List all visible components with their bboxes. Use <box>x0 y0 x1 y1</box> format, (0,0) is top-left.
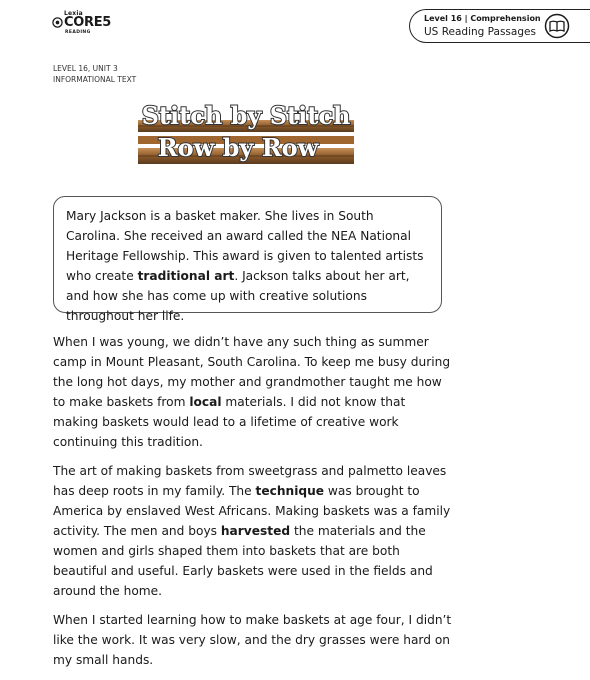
p2-text-3: the materials and the women and girls shaped them into baskets that are both beautiful and useful. Early baskets were used in the fields and around the home. <box>53 524 433 598</box>
vocab-traditional-art: traditional art <box>137 269 235 283</box>
intro-text-2: . Jackson talks about her art, and how she has come up with creative solutions throughout her life. <box>66 269 410 323</box>
paragraph-1 <box>53 332 453 452</box>
brand-sub: READING <box>65 30 91 35</box>
p1-text-1: When I was young, we didn’t have any such thing as summer camp in Mount Pleasant, South Carolina. To keep me busy during the long hot days, my mother and grandmother taught me how to make baskets from <box>53 335 451 409</box>
p2-text-1: The art of making baskets from sweetgrass and palmetto leaves has deep roots in my family. The <box>53 464 447 498</box>
p2-text-2: was brought to America by enslaved West Africans. Making baskets was a family activity. The men and boys <box>53 484 451 538</box>
passage-badge <box>409 9 590 43</box>
p1-text-2: materials. I did not know that making baskets would lead to a lifetime of creative work continuing this tradition. <box>53 395 406 449</box>
intro-text-1: Mary Jackson is a basket maker. She lives in South Carolina. She received an award called the NEA National Heritage Fellowship. This award is given to talented artists who create <box>66 209 424 283</box>
level-label: Level 16 | Comprehension <box>424 14 541 23</box>
open-book-icon <box>544 13 570 39</box>
title-line1: Stitch by Stitch <box>141 101 351 130</box>
lexia-core5-logo <box>52 10 122 36</box>
title-line2: Row by Row <box>157 133 319 162</box>
p3-text-1: When I started learning how to make baskets at age four, I didn’t like the work. It was very slow, and the dry grasses were hard on my small hands. <box>53 613 452 667</box>
genre-label: INFORMATIONAL TEXT <box>53 75 137 84</box>
vocab-local: local <box>189 395 222 409</box>
title-banner <box>136 98 356 178</box>
paragraph-3 <box>53 610 453 670</box>
vocab-technique: technique <box>255 484 325 498</box>
intro-box <box>53 196 442 323</box>
vocab-harvested: harvested <box>220 524 291 538</box>
paragraph-2 <box>53 461 453 601</box>
level-unit: LEVEL 16, UNIT 3 <box>53 64 118 73</box>
globe-icon <box>52 17 63 28</box>
passage-meta <box>53 63 136 85</box>
brand-top: Lexia <box>64 10 83 17</box>
brand-name: CORE5 <box>64 15 112 30</box>
series-label: US Reading Passages <box>424 26 536 38</box>
